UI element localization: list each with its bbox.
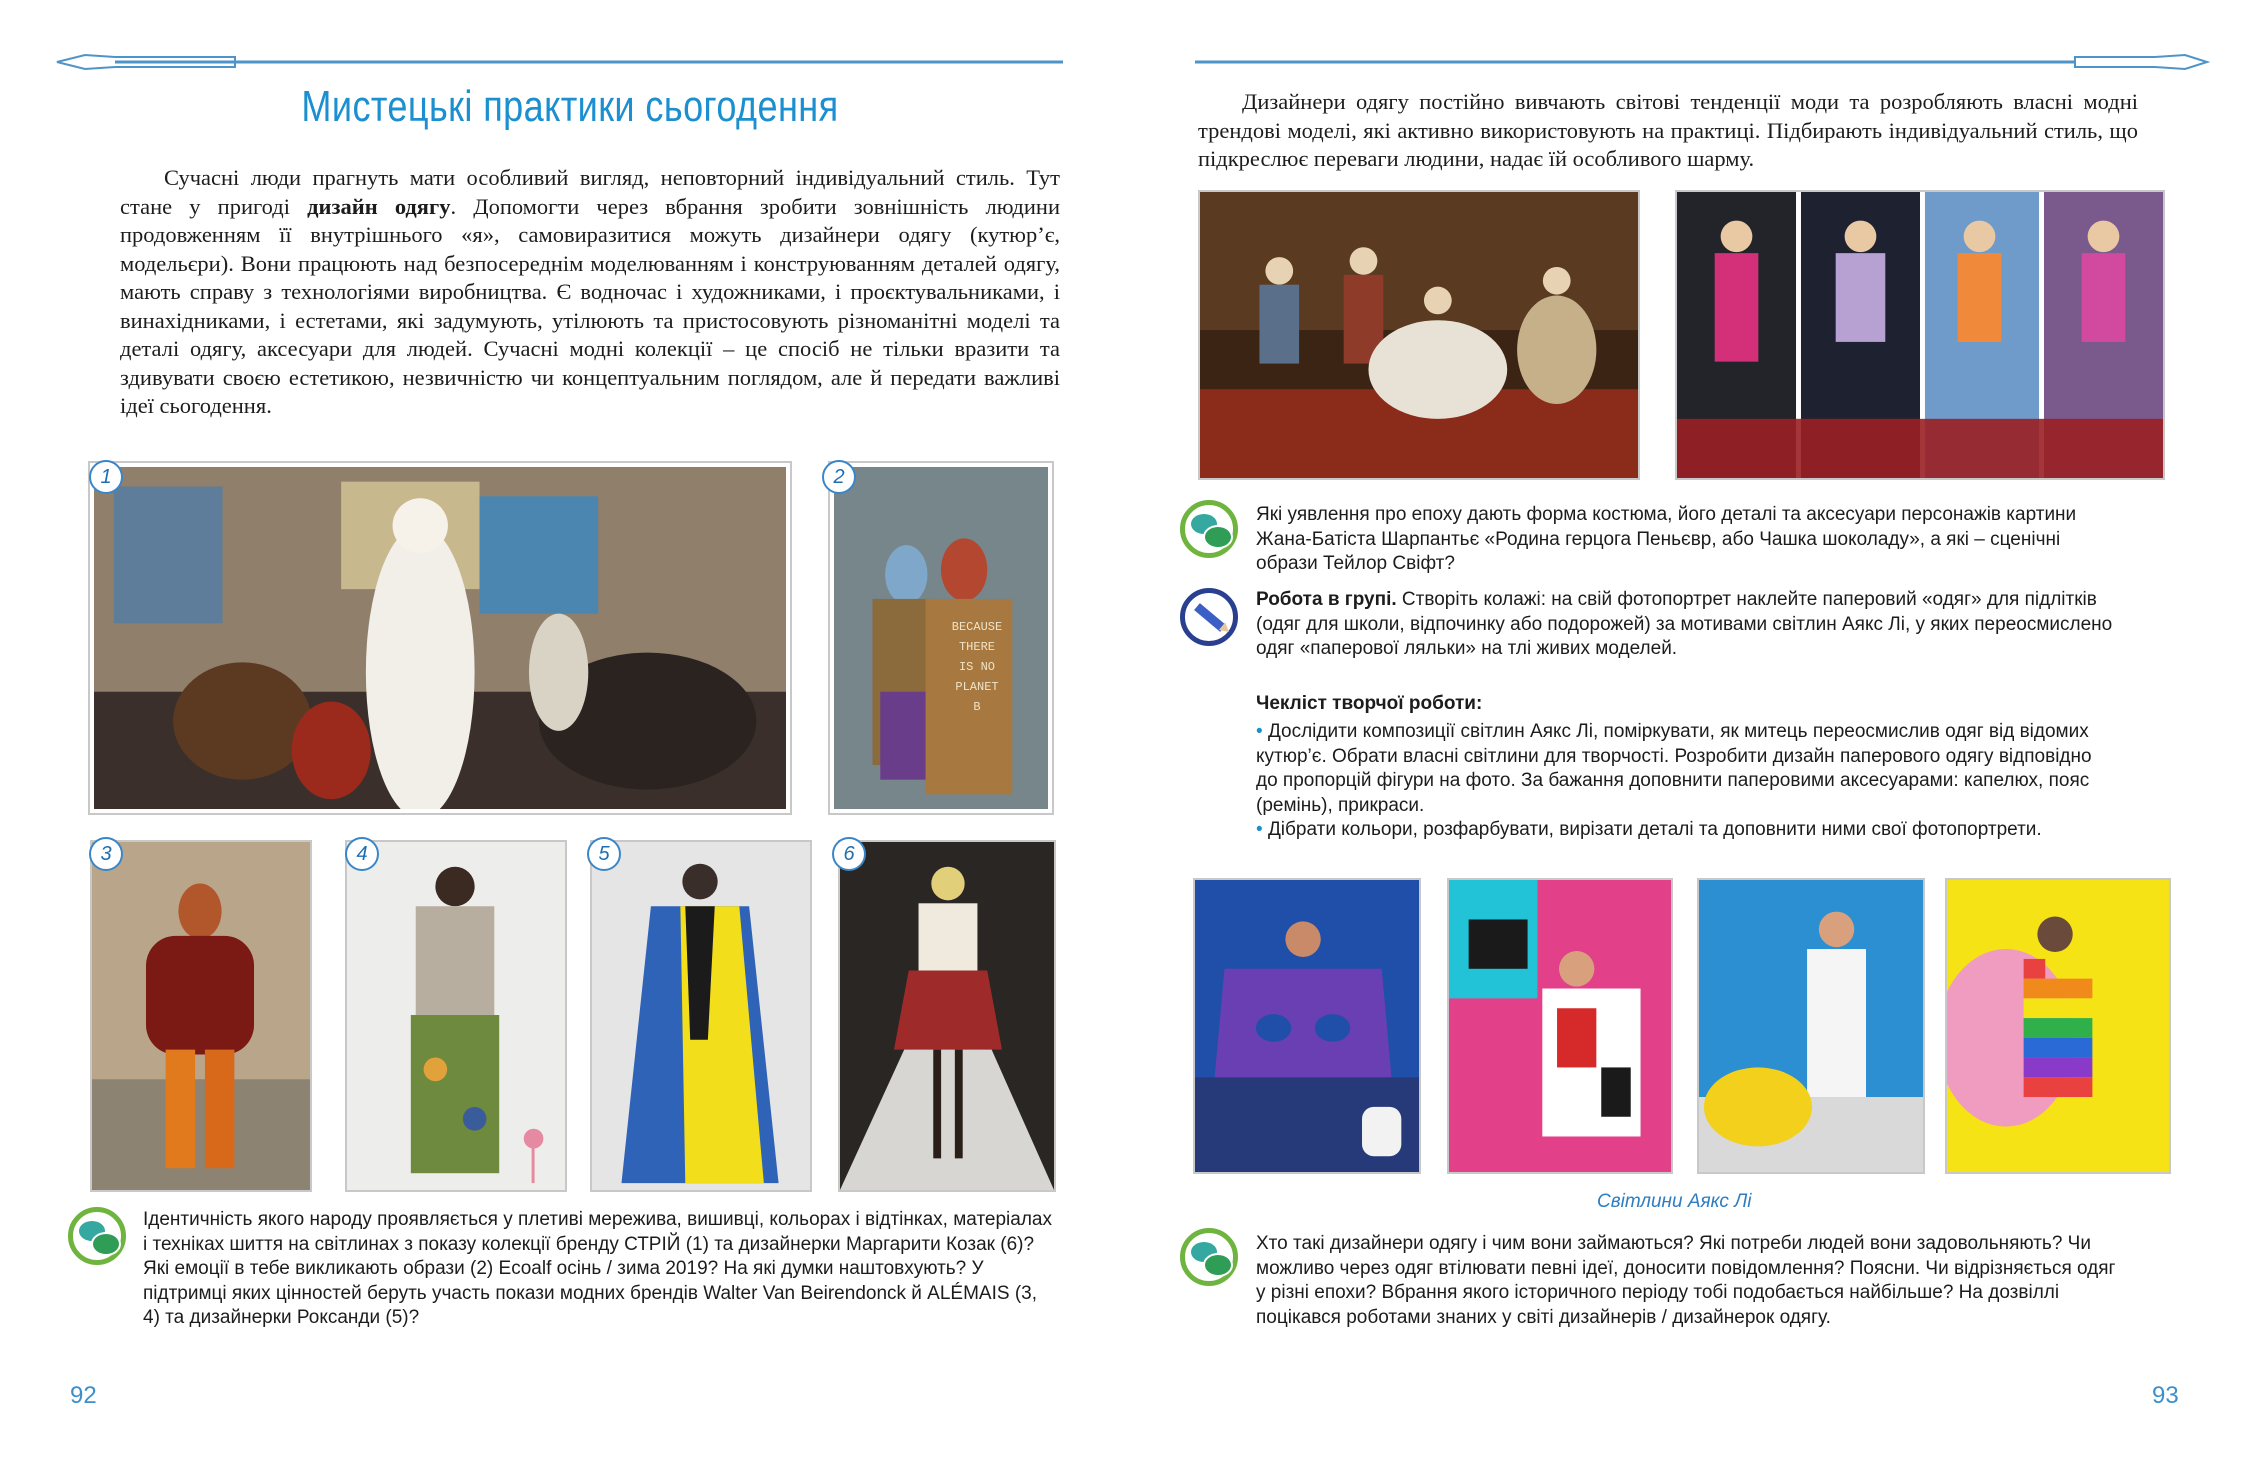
ajax-lee-photo-2 [1447,878,1673,1174]
ajax-lee-photo-4 [1945,878,2171,1174]
intro-bold-term: дизайн одягу [307,193,451,219]
ajax-lee-photo-3 [1697,878,1925,1174]
checklist-item-text: Дібрати кольори, розфарбувати, вирізати деталі та доповнити ними свої фотопортрети. [1267,819,2042,840]
checklist-item [1256,720,2116,818]
photo-badge-3: 3 [89,837,123,871]
discussion-icon [1180,500,1238,558]
right-question-2: Хто такі дизайнери одягу і чим вони займаються? Які потреби людей вони задовольняють? Чи можливо через одяг втілювати певні ідеї, доносити повідомлення? Поясни. Чи відрізняється одяг у різні епохи? Вбрання якого історичного періоду тобі подобається найбільше? На дозвіллі поцікався роботами знаних у світі дизайнерів / дизайнерок одягу. [1256,1233,2116,1328]
intro-text-end: . Допомогти через вбрання зробити зовнішність людини продовженням її внутрішнього «я», самовиразитися можуть дизайнери одягу (кутюр’є, модельєри). Вони працюють над безпосереднім моделюванням і конструюванням деталей одягу, мають справу з технологіями виробництва. Є водночас і художниками, і проєктувальниками, і винахідниками, і естетами, які задумують, утілюють та пристосовують різноманітні моделі та деталі одягу, аксесуари для людей. Сучасні модні колекції – це спосіб не тільки вразити та здивувати своєю естетикою, незвичністю чи концептуальним поглядом, але й передати важливі ідеї сьогодення. [120,193,1060,418]
group-work [1256,588,2116,662]
checklist-item [1256,818,2116,843]
photo-badge-2: 2 [822,460,856,494]
page-number-right: 93 [2152,1382,2179,1409]
right-question-1: Які уявлення про епоху дають форма костюма, його деталі та аксесуари персонажів картини Жана-Батіста Шарпантьє «Родина герцога Пеньєвр, або Чашка шоколаду», а які – сценічні образи Тейлор Свіфт? [1256,504,2077,574]
coat-slogan-line: BECAUSE [951,620,1003,634]
photo-2-ecoalf [830,463,1052,813]
coat-slogan-line: IS NO [958,660,995,674]
photo-5-roksanda [590,840,812,1192]
bullet-icon: • [1256,721,1263,742]
bullet-icon: • [1256,819,1263,840]
checklist-item-text: Дослідити композиції світлин Аякс Лі, поміркувати, як митець переосмислив одяг від відомих кутюр’є. Обрати власні світлини для творчості. Розробити дизайн паперового одягу відповідно до пропорцій фігури на фото. За бажання доповнити паперовими аксесуарами: капелюх, пояс (ремінь), прикраси. [1256,721,2092,816]
group-work-text: Створіть колажі: на свій фотопортрет наклейте паперовий «одяг» для підлітків (одяг для школи, відпочинку або подорожей) за мотивами світлин Аякс Лі, у яких переосмислено одяг «паперової ляльки» на тлі живих моделей. [1256,589,2113,659]
coat-slogan-line: THERE [958,640,995,654]
pen-ornament-left [55,50,1065,74]
photo-badge-4: 4 [345,837,379,871]
page-title: Мистецькі практики сьогодення [301,82,839,131]
photo-1-stryi-show [90,463,790,813]
photos-caption: Світлини Аякс Лі [1597,1191,1752,1212]
coat-slogan [940,617,1014,717]
photo-charpentier-painting [1198,190,1640,480]
right-intro-text: Дизайнери одягу постійно вивчають світові тенденції моди та розробляють власні модні трендові моделі, які активно використовують на практиці. Підбирають індивідуальний стиль, що підкреслює переваги людини, надає їй особливого шарму. [1198,89,2138,171]
checklist [1256,720,2116,843]
photo-badge-1: 1 [89,460,123,494]
photo-badge-6: 6 [832,837,866,871]
right-intro [1198,88,2138,174]
left-intro [120,164,1060,421]
group-work-title: Робота в групі. [1256,589,1397,610]
photo-6-marharyta-kozak [838,840,1056,1192]
ajax-lee-photo-1 [1193,878,1421,1174]
photo-4-alemais [345,840,567,1192]
coat-slogan-line: PLANET [955,680,999,694]
photo-badge-5: 5 [587,837,621,871]
pen-ornament-right [1195,50,2210,74]
checklist-title: Чекліст творчої роботи: [1256,693,1483,714]
coat-slogan-line: B [973,700,981,714]
page-number-left: 92 [70,1382,97,1409]
discussion-icon [68,1207,126,1265]
pencil-icon [1180,588,1238,646]
photo-taylor-swift-collage [1675,190,2165,480]
photo-3-walter-van-beirendonck [90,840,312,1192]
discussion-icon [1180,1228,1238,1286]
left-question: Ідентичність якого народу проявляється у плетиві мережива, вишивці, кольорах і відтінках, матеріалах і техніках шиття на світлинах з показу колекції бренду СТРІЙ (1) та дизайнерки Маргарити Козак (6)? Які емоції в тебе викликають образи (2) Ecoalf осінь / зима 2019? На які думки наштовхують? У підтримці яких цінностей беруть участь покази модних брендів Walter Van Beirendonck й ALÉMAIS (3, 4) та дизайнерки Роксанди (5)? [143,1209,1053,1328]
intro-text-start: Сучасні люди прагнуть мати особливий вигляд, неповторний індивідуальний стиль. Тут стане у пригоді [120,165,1060,219]
